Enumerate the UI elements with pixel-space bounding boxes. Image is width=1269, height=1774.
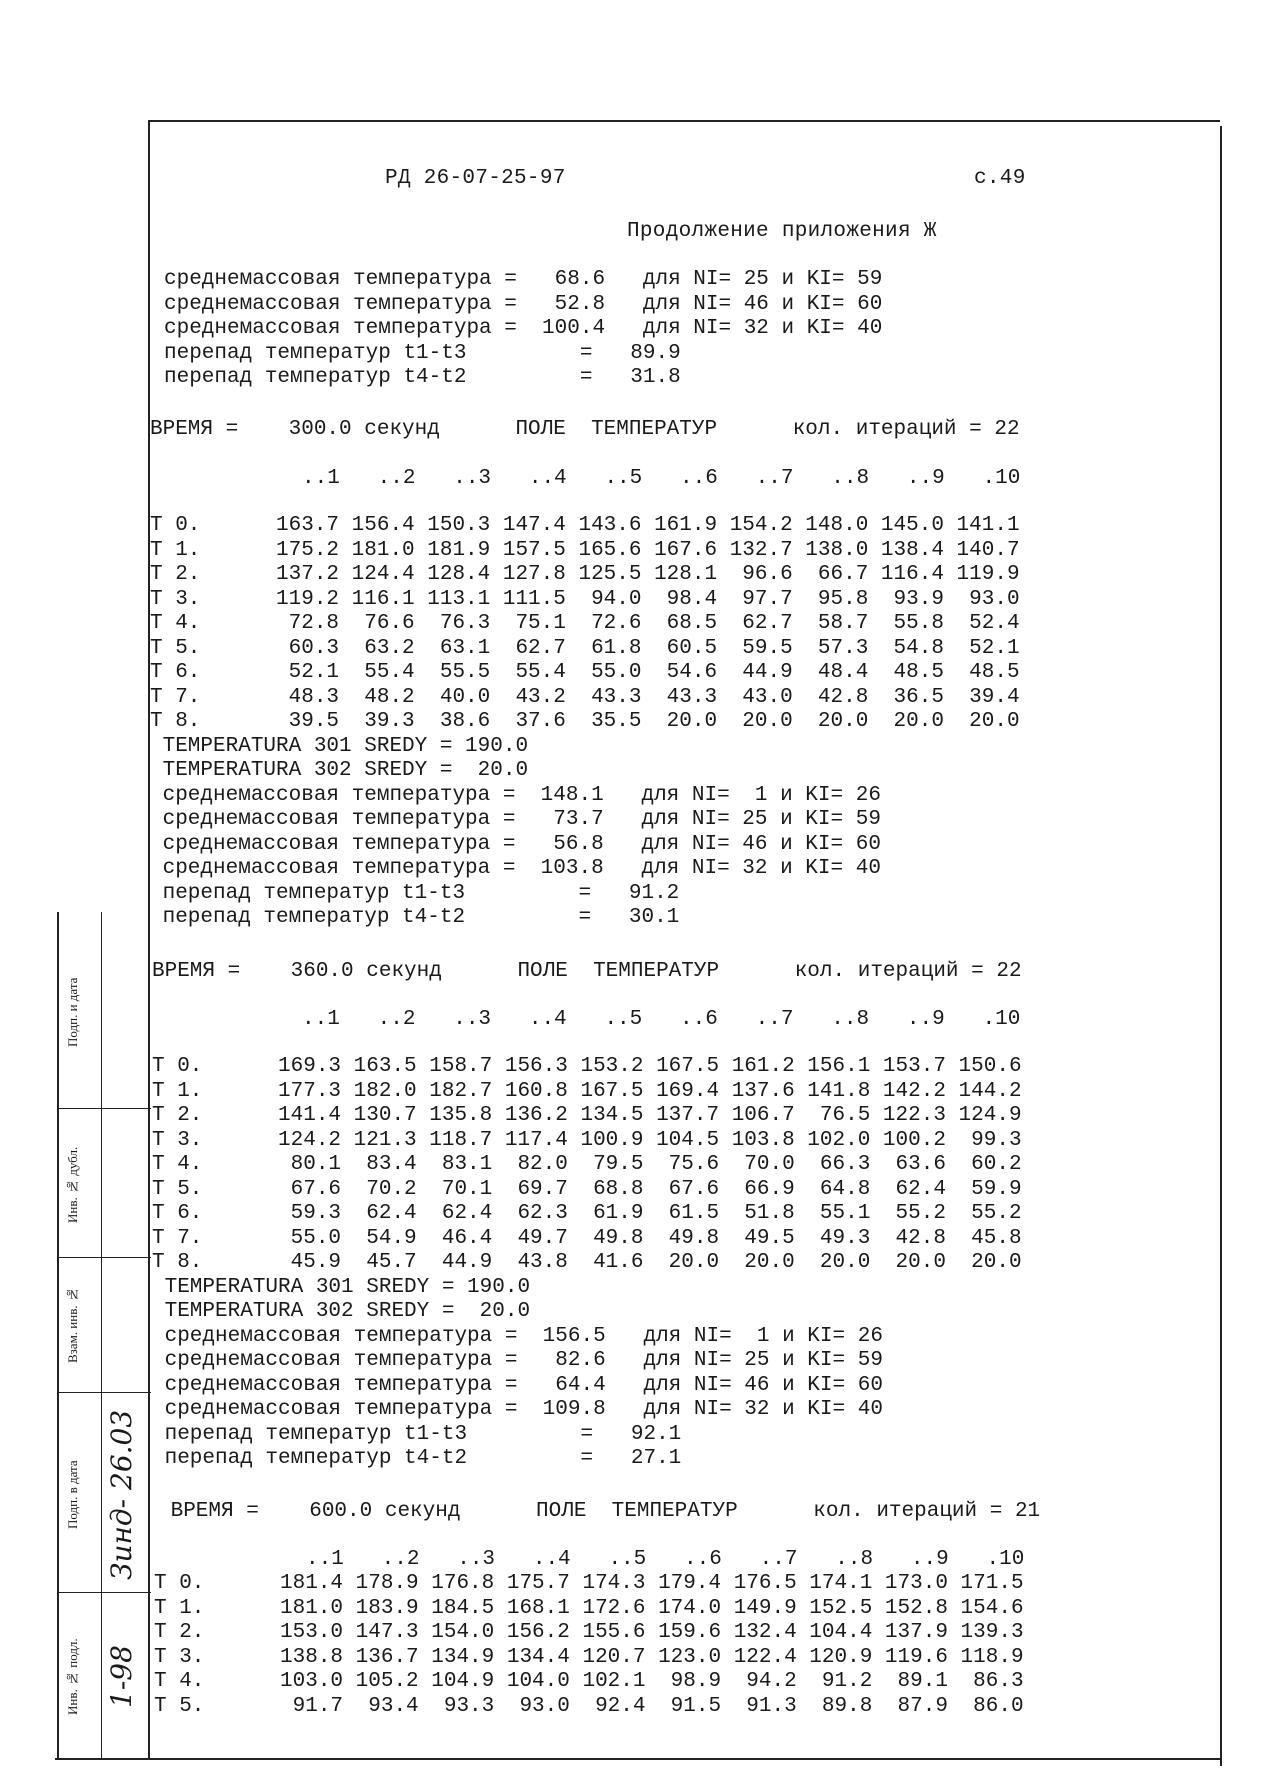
table-row: T 2. 141.4 130.7 135.8 136.2 134.5 137.7 106.7 76.5 122.3 124.9: [152, 1104, 1022, 1127]
summary-line: среднемассовая температура = 64.4 для NI= 46 и KI= 60: [152, 1373, 883, 1397]
intro-line: среднемассовая температура = 68.6 для NI= 25 и KI= 59: [164, 268, 883, 291]
table-row: T 8. 39.5 39.3 38.6 37.6 35.5 20.0 20.0 20.0 20.0 20.0: [150, 710, 1020, 733]
temperature-table-600: [154, 1572, 1024, 1719]
frame-top-border: [150, 120, 1220, 122]
intro-line: среднемассовая температура = 100.4 для NI= 32 и KI= 40: [164, 317, 883, 340]
stamp-divider: [59, 1592, 151, 1593]
summary-line: среднемассовая температура = 73.7 для NI= 25 и KI= 59: [150, 808, 881, 831]
stamp-divider: [59, 1392, 151, 1393]
stamp-label-orig-inv: Инв. № подл.: [65, 1638, 80, 1716]
table-row: T 5. 67.6 70.2 70.1 69.7 68.8 67.6 66.9 64.8 62.4 59.9: [152, 1177, 1022, 1201]
table-row: T 3. 138.8 136.7 134.9 134.4 120.7 123.0 122.4 120.9 119.6 118.9: [154, 1645, 1024, 1669]
table-row: T 4. 103.0 105.2 104.9 104.0 102.1 98.9 94.2 91.2 89.1 86.3: [154, 1670, 1024, 1693]
temperature-table-300: [150, 514, 1020, 931]
table-row: T 1. 175.2 181.0 181.9 157.5 165.6 167.6 132.7 138.0 138.4 140.7: [150, 538, 1020, 562]
stamp-label-sign-date: Подп. и дата: [65, 977, 80, 1047]
table-row: T 2. 137.2 124.4 128.4 127.8 125.5 128.1 96.6 66.7 116.4 119.9: [150, 563, 1020, 586]
summary-line: перепад температур t1-t3 = 92.1: [152, 1422, 682, 1446]
intro-line: среднемассовая температура = 52.8 для NI= 46 и KI= 60: [164, 292, 883, 316]
stamp-label-sign-date-2: Подп. в дата: [65, 1460, 80, 1529]
intro-summary: [164, 268, 882, 391]
page-number: с.49: [974, 167, 1026, 190]
summary-line: перепад температур t4-t2 = 27.1: [152, 1447, 682, 1470]
table-row: T 0. 181.4 178.9 176.8 175.7 174.3 179.4 176.5 174.1 173.0 171.5: [154, 1572, 1024, 1595]
stamp-label-repl-inv: Взам. инв. №: [65, 1287, 80, 1363]
time-line-600: ВРЕМЯ = 600.0 секунд ПОЛЕ ТЕМПЕРАТУР кол. итераций = 21: [158, 1500, 1041, 1523]
table-row: T 6. 59.3 62.4 62.4 62.3 61.9 61.5 51.8 55.1 55.2 55.2: [152, 1202, 1022, 1225]
frame-bottom-border: [55, 1758, 1220, 1760]
summary-line: среднемассовая температура = 82.6 для NI= 25 и KI= 59: [152, 1349, 883, 1372]
summary-line: перепад температур t1-t3 = 91.2: [150, 881, 680, 905]
summary-line: среднемассовая температура = 109.8 для NI= 32 и KI= 40: [152, 1398, 883, 1421]
table-row: T 1. 177.3 182.0 182.7 160.8 167.5 169.4 137.6 141.8 142.2 144.2: [152, 1079, 1022, 1103]
approval-stamp: [57, 912, 151, 1760]
column-header: ..1 ..2 ..3 ..4 ..5 ..6 ..7 ..8 ..9 .10: [302, 467, 1021, 490]
summary-line: TEMPERATURA 301 SREDY = 190.0: [150, 734, 529, 758]
summary-line: TEMPERATURA 302 SREDY = 20.0: [152, 1300, 531, 1323]
document-code: РД 26-07-25-97: [385, 167, 566, 190]
summary-line: TEMPERATURA 301 SREDY = 190.0: [152, 1275, 531, 1299]
stamp-label-dup-inv: Инв. № дубл.: [65, 1146, 80, 1223]
column-header: ..1 ..2 ..3 ..4 ..5 ..6 ..7 ..8 ..9 .10: [302, 1008, 1021, 1031]
table-row: T 8. 45.9 45.7 44.9 43.8 41.6 20.0 20.0 20.0 20.0 20.0: [152, 1251, 1022, 1274]
table-row: T 5. 60.3 63.2 63.1 62.7 61.8 60.5 59.5 57.3 54.8 52.1: [150, 636, 1020, 660]
temperature-table-360: [152, 1055, 1022, 1472]
table-row: T 3. 124.2 121.3 118.7 117.4 100.9 104.5 103.8 102.0 100.2 99.3: [152, 1128, 1022, 1152]
intro-line: перепад температур t1-t3 = 89.9: [164, 341, 681, 365]
table-row: T 4. 80.1 83.4 83.1 82.0 79.5 75.6 70.0 66.3 63.6 60.2: [152, 1153, 1022, 1176]
table-row: T 4. 72.8 76.6 76.3 75.1 72.6 68.5 62.7 58.7 55.8 52.4: [150, 612, 1020, 635]
table-row: T 0. 163.7 156.4 150.3 147.4 143.6 161.9 154.2 148.0 145.0 141.1: [150, 514, 1020, 537]
handwritten-signature-date: Зинд- 26.03: [105, 1409, 138, 1580]
table-row: T 2. 153.0 147.3 154.0 156.2 155.6 159.6 132.4 104.4 137.9 139.3: [154, 1621, 1024, 1644]
summary-line: среднемассовая температура = 103.8 для NI= 32 и KI= 40: [150, 857, 881, 880]
table-row: T 0. 169.3 163.5 158.7 156.3 153.2 167.5 161.2 156.1 153.7 150.6: [152, 1055, 1022, 1078]
stamp-divider: [101, 912, 102, 1758]
table-row: T 5. 91.7 93.4 93.3 93.0 92.4 91.5 91.3 89.8 87.9 86.0: [154, 1694, 1024, 1718]
summary-line: перепад температур t4-t2 = 30.1: [150, 906, 680, 929]
table-row: T 6. 52.1 55.4 55.5 55.4 55.0 54.6 44.9 48.4 48.5 48.5: [150, 661, 1020, 684]
time-line-300: ВРЕМЯ = 300.0 секунд ПОЛЕ ТЕМПЕРАТУР кол. итераций = 22: [150, 418, 1020, 441]
summary-line: TEMPERATURA 302 SREDY = 20.0: [150, 759, 529, 782]
summary-line: среднемассовая температура = 156.5 для NI= 1 и KI= 26: [152, 1324, 883, 1348]
frame-right-border: [1220, 126, 1222, 1766]
stamp-divider: [59, 1257, 151, 1258]
handwritten-inventory-number: 1-98: [105, 1645, 138, 1709]
stamp-divider: [59, 1108, 151, 1109]
time-line-360: ВРЕМЯ = 360.0 секунд ПОЛЕ ТЕМПЕРАТУР кол. итераций = 22: [152, 960, 1022, 983]
summary-line: среднемассовая температура = 56.8 для NI= 46 и KI= 60: [150, 832, 881, 856]
table-row: T 7. 48.3 48.2 40.0 43.2 43.3 43.3 43.0 42.8 36.5 39.4: [150, 685, 1020, 709]
continuation-title: Продолжение приложения Ж: [627, 220, 937, 243]
column-header: ..1 ..2 ..3 ..4 ..5 ..6 ..7 ..8 ..9 .10: [306, 1548, 1025, 1571]
table-row: T 7. 55.0 54.9 46.4 49.7 49.8 49.8 49.5 49.3 42.8 45.8: [152, 1226, 1022, 1250]
table-row: T 1. 181.0 183.9 184.5 168.1 172.6 174.0 149.9 152.5 152.8 154.6: [154, 1596, 1024, 1620]
summary-line: среднемассовая температура = 148.1 для NI= 1 и KI= 26: [150, 783, 881, 807]
table-row: T 3. 119.2 116.1 113.1 111.5 94.0 98.4 97.7 95.8 93.9 93.0: [150, 587, 1020, 611]
intro-line: перепад температур t4-t2 = 31.8: [164, 366, 681, 389]
